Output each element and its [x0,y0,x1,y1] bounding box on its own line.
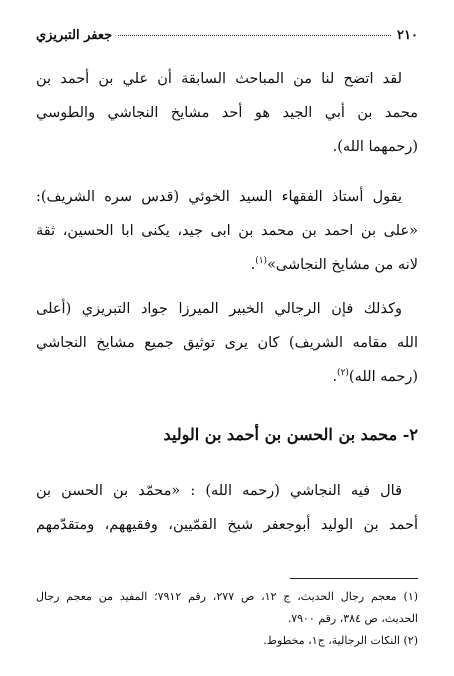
text-line: الله مقامه الشريف) كان يرى توثيق جميع مشايخ النجاشي [36,335,418,351]
text-line: (رحمهما الله). [332,139,418,155]
page-number: ٢١٠ [397,28,418,43]
section-heading: ٢- محمد بن الحسن بن أحمد بن الوليد [163,425,418,444]
paragraph-3 [36,292,418,394]
paragraph-4 [36,474,418,542]
text-line: محمد بن أبي الجيد هو أحد مشايخ النجاشي والطوسي [36,105,418,121]
footnote-separator [290,578,418,579]
text-line: وكذلك فإن الرجالي الخبير الميرزا جواد التبريزي (أعلى [36,301,402,317]
text-line [36,248,418,282]
footnote-ref: (١) [255,256,268,267]
text-line [36,360,418,394]
footnotes [36,586,418,652]
text-run: (رحمه الله) [348,369,418,385]
text-run: . [332,369,338,385]
text-run: لانه من مشايخ النجاشى» [267,257,418,273]
footnote-line: الحديث، ص ٣٨٤، رقم ٧٩٠٠. [287,612,418,625]
text-line: يقول أستاذ الفقهاء السيد الخوئي (قدس سره الشريف): [36,189,402,205]
text-run: . [250,257,256,273]
text-line: «على بن احمد بن محمد بن ابى جيد، يكنى ابا الحسين، ثقة [36,223,418,239]
footnote-line: (٢) النكات الرجالية، ج١، مخطوط. [263,634,418,647]
paragraph-2 [36,180,418,282]
leader-dots [118,35,391,36]
footnote-ref: (٢) [337,368,349,379]
running-head [36,28,418,43]
paragraph-1 [36,62,418,164]
text-line: قال فيه النجاشي (رحمه الله) : «محمّد بن الحسن بن [36,483,402,499]
text-line: لقد اتضح لنا من المباحث السابقة أن علي بن أحمد بن [36,71,402,87]
text-line: أحمد بن الوليد أبوجعفر شيخ القمّيين، وفقيههم، ومتقدّمهم [36,517,418,533]
author-name: جعفر التبريزي [36,28,113,43]
footnote-line: (١) معجم رجال الحديث، ج ١٢، ص ٢٧٧، رقم ٧٩١٢؛ المفيد من معجم رجال [36,590,418,603]
